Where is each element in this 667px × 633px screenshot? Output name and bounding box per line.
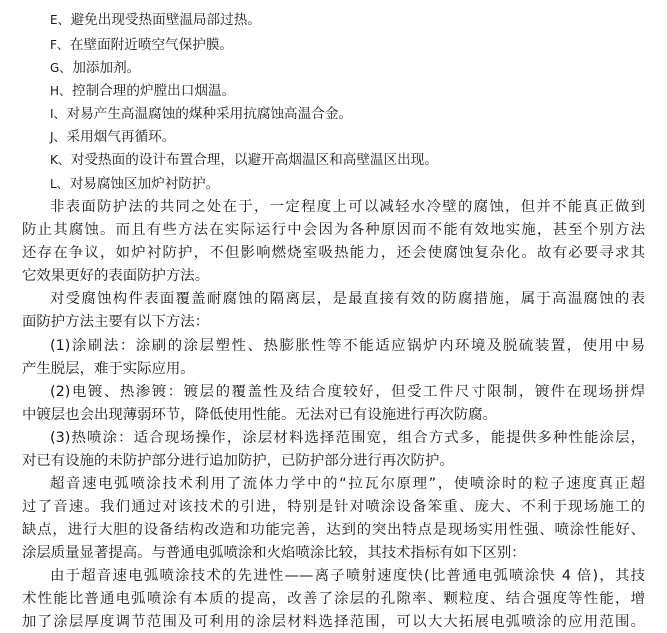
paragraph-line: 还存在争议，如炉衬防护，不但影响燃烧室吸热能力，还会使腐蚀复杂化。故有必要寻求其 xyxy=(22,245,645,261)
list-item xyxy=(0,126,667,148)
paragraph-line: 加了涂层厚度调节范围及可利用的涂层材料选择范围，可以大大拓展电弧喷涂的应用范围。 xyxy=(22,614,645,630)
list-item xyxy=(0,9,667,31)
list-letter: F、 xyxy=(50,38,69,52)
list-item xyxy=(0,149,667,171)
list-item xyxy=(0,34,667,56)
paragraph-line: 对受腐蚀构件表面覆盖耐腐蚀的隔离层，是最直接有效的防腐措施，属于高温腐蚀的表 xyxy=(50,291,645,307)
list-text: 控制合理的炉膛出口烟温。 xyxy=(72,83,236,99)
list-letter: G、 xyxy=(50,61,72,75)
list-item xyxy=(0,173,667,195)
list-letter: K、 xyxy=(50,153,70,167)
paragraph-line: 术性能比普通电弧喷涂有本质的提高，改善了涂层的孔隙率、颗粒度、结合强度等性能，增 xyxy=(22,591,645,607)
list-item xyxy=(0,103,667,125)
paragraph-line: 面防护方法主要有以下方法： xyxy=(22,314,210,330)
paragraph-line: 防止其腐蚀。而且有些方法在实际运行中会因为各种原因而不能有效地实施，甚至个别方法 xyxy=(22,222,645,238)
list-text: 在壁面附近喷空气保护膜。 xyxy=(69,37,234,53)
list-letter: H、 xyxy=(50,84,72,98)
paragraph-line: 它效果更好的表面防护方法。 xyxy=(22,268,210,284)
list-letter: L、 xyxy=(50,177,69,191)
paragraph-line: 涂层质量显著提高。与普通电弧喷涂和火焰喷涂比较，其技术指标有如下区别： xyxy=(22,545,526,561)
list-item xyxy=(0,57,667,79)
paragraph-line: 由于超音速电弧喷涂技术的先进性——离子喷射速度快(比普通电弧喷涂快 4 倍)，其技 xyxy=(50,568,645,584)
list-letter: I、 xyxy=(50,107,66,121)
list-text: 避免出现受热面壁温局部过热。 xyxy=(70,12,261,28)
list-text: 对易腐蚀区加炉衬防护。 xyxy=(69,176,220,192)
paragraph-line: (2)电镀、热渗镀：镀层的覆盖性及结合度较好，但受工件尺寸限制，镀件在现场拼焊 xyxy=(50,384,645,400)
list-text: 对易产生高温腐蚀的煤种采用抗腐蚀高温合金。 xyxy=(66,106,353,122)
paragraph-line: 超音速电弧喷涂技术利用了流体力学中的“拉瓦尔原理”，使喷涂时的粒子速度真正超 xyxy=(50,476,645,492)
list-text: 采用烟气再循环。 xyxy=(66,129,176,145)
paragraph-line: 对已有设施的未防护部分进行追加防护，已防护部分进行再次防护。 xyxy=(22,453,454,469)
paragraph-line: 过了音速。我们通过对该技术的引进，特别是针对喷涂设备笨重、庞大、不利于现场施工的 xyxy=(22,499,645,515)
paragraph-line: 非表面防护法的共同之处在于，一定程度上可以减轻水冷壁的腐蚀，但并不能真正做到 xyxy=(50,199,645,215)
list-text: 对受热面的设计布置合理，以避开高烟温区和高壁温区出现。 xyxy=(70,152,438,168)
list-letter: E、 xyxy=(50,13,70,27)
paragraph-line: (1)涂刷法：涂刷的涂层塑性、热膨胀性等不能适应锅炉内环境及脱硫装置，使用中易 xyxy=(50,338,645,354)
paragraph-line: (3)热喷涂：适合现场操作，涂层材料选择范围宽，组合方式多，能提供多种性能涂层， xyxy=(50,430,645,446)
list-letter: J、 xyxy=(50,130,66,144)
list-item xyxy=(0,80,667,102)
paragraph-line: 缺点，进行大胆的设备结构改造和功能完善，达到的突出特点是现场实用性强、喷涂性能好、 xyxy=(22,522,645,538)
list-text: 加添加剂。 xyxy=(72,60,141,76)
paragraph-line: 产生脱层，难于实际应用。 xyxy=(22,361,195,377)
paragraph-line: 中镀层也会出现薄弱环节，降低使用性能。无法对已有设施进行再次防腐。 xyxy=(22,407,497,423)
